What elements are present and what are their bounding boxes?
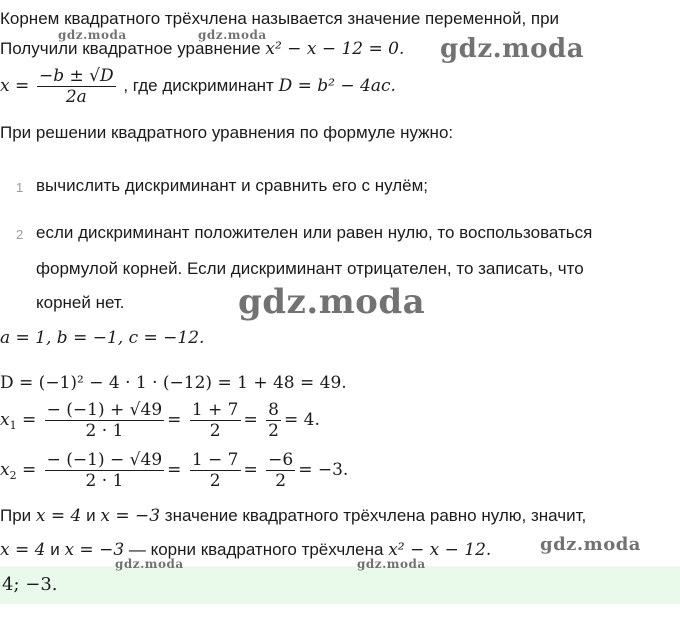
- definition-text: Корнем квадратного трёхчлена называется значение переменной, при: [0, 9, 560, 28]
- x2-symbol: x: [0, 460, 10, 480]
- coefficients: a = 1, b = −1, c = −12.: [0, 328, 205, 348]
- step-text: если дискриминант положителен или равен нулю, то воспользоваться: [36, 223, 593, 242]
- x1-result: = 4.: [283, 410, 320, 430]
- answer-value: 4; −3.: [2, 574, 58, 595]
- watermark: gdz.moda: [198, 28, 267, 42]
- definition-line: [0, 8, 559, 30]
- equation-intro: Получили квадратное уравнение: [0, 39, 261, 58]
- discriminant-calc: [0, 372, 347, 394]
- watermark: gdz.moda: [440, 34, 585, 64]
- root-x2-line: $x_2$ = $\frac{- (-1) - √49}{2 \cdot 1}$ = $\frac{1 - 7}{2}$ = $\frac{-6}{2}$ = −3.: [0, 450, 349, 491]
- roots-formula-fraction: [37, 66, 116, 107]
- x2-fraction-2: $\frac{1 - 7}{2}$: [191, 450, 239, 491]
- root-x1-line: $x_1$ = $\frac{- (-1) + √49}{2 \cdot 1}$ = $\frac{1 + 7}{2}$ = $\frac{8}{2}$ = 4.: [0, 400, 320, 441]
- formula-denominator: 2a: [37, 86, 116, 107]
- step-number: 1: [16, 180, 24, 195]
- x1-symbol: x: [0, 410, 10, 430]
- roots-formula-line: [0, 66, 396, 116]
- watermark: gdz.moda: [238, 282, 426, 322]
- conclusion-line: При x = 4 и x = −3 значение квадратного трёхчлена равно нулю, значит,: [0, 506, 587, 526]
- procedure-intro: [0, 122, 453, 144]
- quadratic-equation: x² − x − 12 = 0.: [265, 39, 405, 59]
- x1-fraction-2: $\frac{1 + 7}{2}$: [191, 400, 239, 441]
- discriminant-formula: D = b² − 4ac.: [278, 75, 396, 96]
- step-text: корней нет.: [36, 293, 125, 312]
- x1-fraction-3: $\frac{8}{2}$: [268, 400, 279, 441]
- step-text: формулой корней. Если дискриминант отрицателен, то записать, что: [36, 259, 584, 278]
- watermark: gdz.moda: [357, 557, 426, 571]
- procedure-intro-text: При решении квадратного уравнения по формуле нужно:: [0, 123, 454, 142]
- discriminant-value: D = (−1)² − 4 · 1 · (−12) = 1 + 48 = 49.: [0, 373, 347, 393]
- x2-result: = −3.: [298, 460, 349, 480]
- roots-statement: x = 4 и x = −3 — корни квадратного трёхчлена x² − x − 12.: [0, 540, 492, 560]
- watermark: gdz.moda: [115, 557, 184, 571]
- step-number: 2: [16, 227, 24, 242]
- x2-fraction-3: $\frac{-6}{2}$: [268, 450, 294, 491]
- step-text: вычислить дискриминант и сравнить его с нулём;: [36, 176, 429, 195]
- x2-fraction-1: $\frac{- (-1) - √49}{2 \cdot 1}$: [46, 450, 163, 491]
- answer-box: [0, 566, 680, 604]
- watermark: gdz.moda: [58, 28, 127, 42]
- watermark: gdz.moda: [540, 534, 641, 555]
- formula-lhs: x =: [0, 75, 30, 96]
- formula-numerator: −b ± √D: [38, 66, 114, 86]
- coefficients-line: [0, 327, 204, 349]
- x1-fraction-1: $\frac{- (-1) + √49}{2 \cdot 1}$: [46, 400, 163, 441]
- discriminant-caption: , где дискриминант: [123, 75, 274, 95]
